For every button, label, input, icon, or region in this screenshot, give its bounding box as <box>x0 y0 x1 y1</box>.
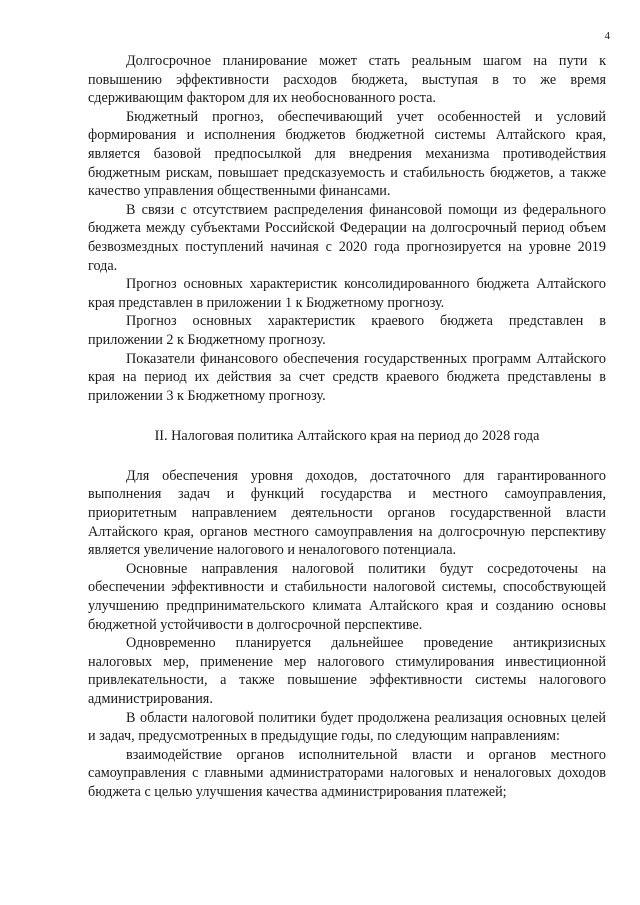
paragraph-appendix-3: Показатели финансового обеспечения государственных программ Алтайского края на период их действия за счет средств краевого бюджета представлены в приложении 3 к Бюджетному прогнозу. <box>88 350 606 404</box>
document-body <box>88 52 606 802</box>
paragraph-appendix-2: Прогноз основных характеристик краевого бюджета представлен в приложении 2 к Бюджетному прогнозу. <box>88 313 606 348</box>
paragraph-revenue-level: Для обеспечения уровня доходов, достаточного для гарантированного выполнения задач и функций государства и местного самоуправления, приоритетным направлением деятельности органов государственной власти Алтайского края, органов местного самоуправления на долгосрочную перспективу является увеличение налогового и неналогового потенциала. <box>88 467 606 559</box>
paragraph-budget-forecast: Бюджетный прогноз, обеспечивающий учет особенностей и условий формирования и исполнения бюджетов бюджетной системы Алтайского края, является базовой предпосылкой для внедрения механизма противодействия бюджетным рискам, повышает предсказуемость и стабильность бюджетов, а также качество управления общественными финансами. <box>88 108 606 200</box>
paragraph-interaction: взаимодействие органов исполнительной власти и органов местного самоуправления с главными администраторами налоговых и неналоговых доходов бюджета с целью улучшения качества администрирования платежей; <box>88 746 606 800</box>
section-title: II. Налоговая политика Алтайского края на период до 2028 года <box>154 428 540 445</box>
paragraph-federal-aid: В связи с отсутствием распределения финансовой помощи из федерального бюджета между субъектами Российской Федерации на долгосрочный период объем безвозмездных поступлений начиная с 2020 года прогнозируется на уровне 2019 года. <box>88 201 606 274</box>
paragraph-anti-crisis-measures: Одновременно планируется дальнейшее проведение антикризисных налоговых мер, применение мер налогового стимулирования инвестиционной привлекательности, а также повышение эффективности системы налогового администрирования. <box>88 635 606 707</box>
paragraph-long-term-planning: Долгосрочное планирование может стать реальным шагом на пути к повышению эффективности расходов бюджета, выступая в то же время сдерживающим фактором для их необоснованного роста. <box>88 53 606 107</box>
page-number: 4 <box>604 30 610 42</box>
paragraph-appendix-1: Прогноз основных характеристик консолидированного бюджета Алтайского края представлен в приложении 1 к Бюджетному прогнозу. <box>88 276 606 311</box>
paragraph-policy-goals: В области налоговой политики будет продолжена реализация основных целей и задач, предусмотренных в предыдущие годы, по следующим направлениям: <box>88 709 606 745</box>
paragraph-tax-policy-directions: Основные направления налоговой политики будут сосредоточены на обеспечении эффективности и стабильности налоговой системы, способствующей улучшению предпринимательского климата Алтайского края и созданию основы бюджетной устойчивости в долгосрочной перспективе. <box>88 560 606 633</box>
